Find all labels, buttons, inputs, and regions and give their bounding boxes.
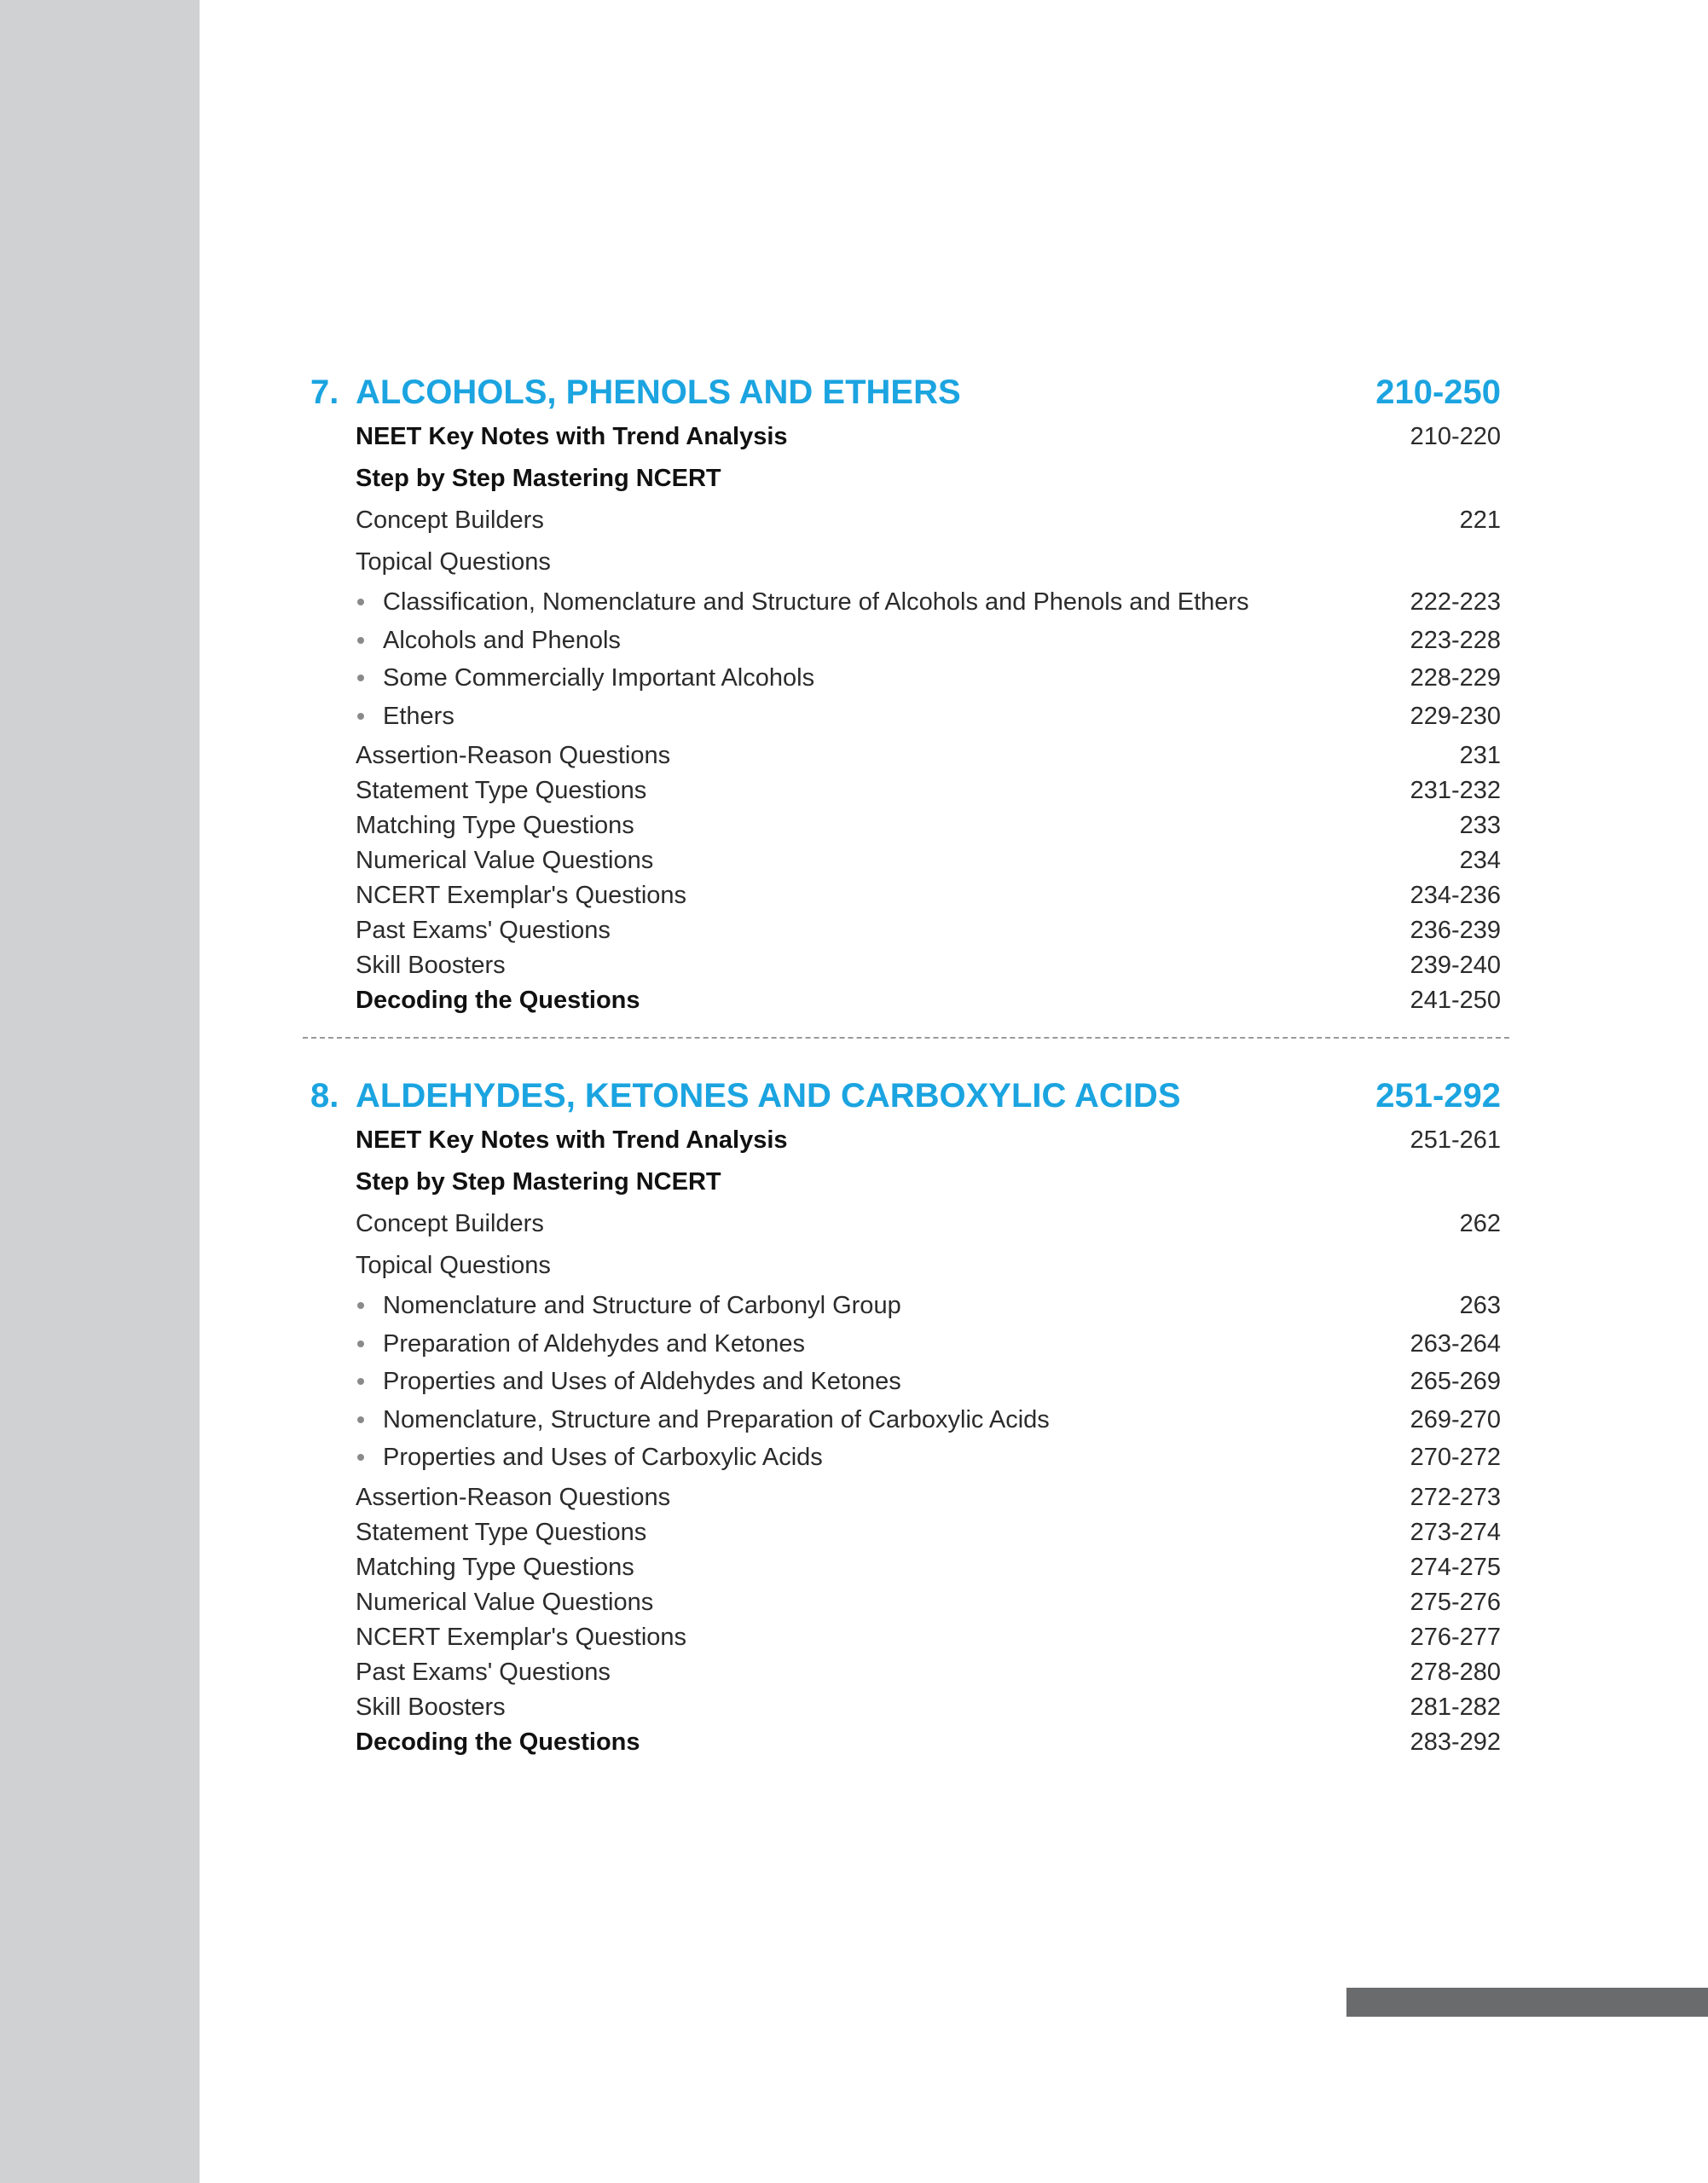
entry-label: NEET Key Notes with Trend Analysis — [356, 423, 788, 450]
chapter-pages: 251-292 — [1375, 1077, 1501, 1115]
entry-pages: 223-228 — [1410, 626, 1501, 654]
toc-entry[interactable] — [356, 773, 1501, 808]
entry-label: Numerical Value Questions — [356, 1588, 654, 1616]
entry-label: Ethers — [383, 702, 455, 730]
entry-label: Properties and Uses of Aldehydes and Ketones — [383, 1368, 901, 1395]
entry-label: Step by Step Mastering NCERT — [356, 465, 721, 492]
entry-label: Nomenclature, Structure and Preparation of Carboxylic Acids — [383, 1405, 1050, 1433]
entry-pages: 228-229 — [1410, 664, 1501, 692]
entry-pages: 263-264 — [1410, 1329, 1501, 1358]
entry-pages: 274-275 — [1410, 1553, 1501, 1581]
toc-entry-concept-builders[interactable] — [356, 1203, 1501, 1245]
chapter-entries — [356, 1120, 1501, 1760]
entry-pages: 231 — [1459, 742, 1501, 769]
entry-label: NCERT Exemplar's Questions — [356, 1623, 687, 1651]
entry-pages: 278-280 — [1410, 1658, 1501, 1686]
entry-pages: 262 — [1459, 1210, 1501, 1237]
entry-label: Assertion-Reason Questions — [356, 1483, 671, 1511]
entry-label: Skill Boosters — [356, 952, 506, 979]
entry-pages: 281-282 — [1410, 1693, 1501, 1721]
toc-entry[interactable] — [356, 913, 1501, 948]
entry-label: Decoding the Questions — [356, 987, 640, 1014]
entry-pages: 272-273 — [1410, 1483, 1501, 1511]
toc-bullet-item[interactable] — [356, 1325, 1501, 1364]
left-margin-band — [0, 0, 200, 2183]
toc-entry-concept-builders[interactable] — [356, 500, 1501, 541]
entry-pages: 273-274 — [1410, 1518, 1501, 1546]
toc-entry-key-notes[interactable] — [356, 416, 1501, 458]
entry-pages: 283-292 — [1410, 1728, 1501, 1756]
toc-entry[interactable] — [356, 1550, 1501, 1585]
entry-label: Numerical Value Questions — [356, 847, 654, 874]
toc-bullet-item[interactable] — [356, 698, 1501, 736]
entry-pages: 229-230 — [1410, 702, 1501, 730]
entry-label: Nomenclature and Structure of Carbonyl Group — [383, 1292, 901, 1319]
chapter-heading[interactable] — [310, 368, 1501, 416]
entry-pages: 234 — [1459, 847, 1501, 874]
toc-entry[interactable] — [356, 1690, 1501, 1725]
entry-label: Statement Type Questions — [356, 1518, 647, 1546]
entry-label: Classification, Nomenclature and Structure of Alcohols and Phenols and Ethers — [383, 588, 1249, 616]
toc-entry[interactable] — [356, 808, 1501, 843]
toc-bullet-item[interactable] — [356, 1287, 1501, 1325]
entry-pages: 263 — [1459, 1292, 1501, 1319]
footer-bar — [1346, 1988, 1708, 2017]
chapter-7 — [310, 368, 1501, 1018]
entry-label: Past Exams' Questions — [356, 917, 611, 944]
entry-pages: 239-240 — [1410, 952, 1501, 979]
entry-label: Step by Step Mastering NCERT — [356, 1168, 721, 1196]
toc-entry[interactable] — [356, 1655, 1501, 1690]
chapter-number: 8. — [310, 1077, 339, 1115]
toc-entry-mastering — [356, 458, 1501, 500]
entry-pages: 276-277 — [1410, 1623, 1501, 1651]
bullet-icon — [357, 1340, 364, 1347]
toc-bullet-item[interactable] — [356, 583, 1501, 622]
chapter-title: ALCOHOLS, PHENOLS AND ETHERS — [356, 373, 961, 411]
entry-label: Alcohols and Phenols — [383, 626, 621, 654]
toc-entry-key-notes[interactable] — [356, 1120, 1501, 1161]
entry-pages: 222-223 — [1410, 588, 1501, 616]
bullet-icon — [357, 1454, 364, 1461]
entry-label: Past Exams' Questions — [356, 1658, 611, 1686]
toc-entry-decoding[interactable] — [356, 983, 1501, 1018]
entry-pages: 234-236 — [1410, 882, 1501, 909]
bullet-icon — [357, 675, 364, 681]
toc-entry[interactable] — [356, 1480, 1501, 1515]
entry-label: Topical Questions — [356, 1252, 551, 1279]
toc-bullet-item[interactable] — [356, 1363, 1501, 1401]
entry-pages: 241-250 — [1410, 987, 1501, 1014]
entry-pages: 210-220 — [1410, 423, 1501, 450]
toc-entry[interactable] — [356, 878, 1501, 913]
entry-pages: 221 — [1459, 507, 1501, 534]
chapter-number: 7. — [310, 373, 339, 411]
bullet-icon — [357, 599, 364, 605]
toc-entry-topical — [356, 1245, 1501, 1287]
entry-label: Matching Type Questions — [356, 1553, 634, 1581]
toc-bullet-item[interactable] — [356, 659, 1501, 698]
entry-label: Matching Type Questions — [356, 812, 634, 839]
chapter-entries — [356, 416, 1501, 1018]
entry-label: NEET Key Notes with Trend Analysis — [356, 1126, 788, 1154]
chapter-title: ALDEHYDES, KETONES AND CARBOXYLIC ACIDS — [356, 1077, 1181, 1115]
entry-label: Statement Type Questions — [356, 777, 647, 804]
entry-label: Assertion-Reason Questions — [356, 742, 671, 769]
chapter-pages: 210-250 — [1375, 373, 1501, 411]
bullet-icon — [357, 1378, 364, 1385]
toc-bullet-item[interactable] — [356, 1401, 1501, 1439]
bullet-icon — [357, 713, 364, 720]
chapter-8 — [310, 1072, 1501, 1760]
bullet-icon — [357, 637, 364, 644]
entry-label: Topical Questions — [356, 548, 551, 576]
toc-entry-mastering — [356, 1161, 1501, 1203]
entry-label: Decoding the Questions — [356, 1728, 640, 1756]
entry-pages: 270-272 — [1410, 1444, 1501, 1471]
toc-entry-decoding[interactable] — [356, 1725, 1501, 1760]
entry-pages: 233 — [1459, 812, 1501, 839]
bullet-icon — [357, 1416, 364, 1423]
toc-entry[interactable] — [356, 948, 1501, 983]
toc-entry[interactable] — [356, 843, 1501, 878]
toc-entry[interactable] — [356, 1620, 1501, 1655]
entry-label: Some Commercially Important Alcohols — [383, 664, 815, 692]
entry-label: Concept Builders — [356, 507, 544, 534]
entry-label: Properties and Uses of Carboxylic Acids — [383, 1444, 823, 1471]
entry-pages: 236-239 — [1410, 917, 1501, 944]
entry-pages: 275-276 — [1410, 1588, 1501, 1616]
bullet-icon — [357, 1302, 364, 1309]
entry-pages: 251-261 — [1410, 1126, 1501, 1154]
entry-label: Concept Builders — [356, 1210, 544, 1237]
chapter-divider — [303, 1037, 1509, 1039]
entry-pages: 265-269 — [1410, 1368, 1501, 1395]
toc-bullet-item[interactable] — [356, 622, 1501, 660]
toc-entry-topical — [356, 541, 1501, 583]
entry-pages: 231-232 — [1410, 777, 1501, 804]
toc-entry[interactable] — [356, 738, 1501, 773]
entry-pages: 269-270 — [1410, 1405, 1501, 1433]
toc-bullet-item[interactable] — [356, 1439, 1501, 1477]
entry-label: Preparation of Aldehydes and Ketones — [383, 1329, 805, 1358]
entry-label: Skill Boosters — [356, 1693, 506, 1721]
toc-entry[interactable] — [356, 1585, 1501, 1620]
entry-label: NCERT Exemplar's Questions — [356, 882, 687, 909]
chapter-heading[interactable] — [310, 1072, 1501, 1120]
toc-entry[interactable] — [356, 1515, 1501, 1550]
